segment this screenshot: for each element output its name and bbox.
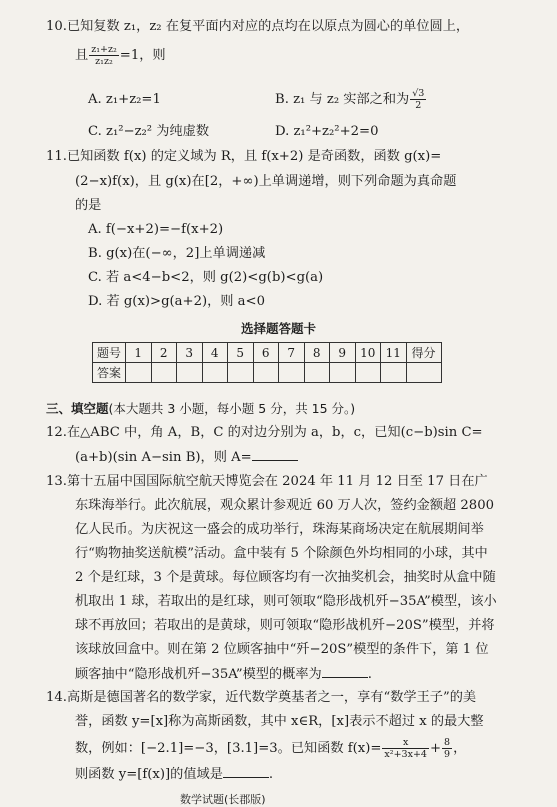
q10-line1: 10.已知复数 z₁，z₂ 在复平面内对应的点均在以原点为圆心的单位圆上， (46, 19, 470, 34)
section-heading (46, 400, 355, 419)
q13-last-text: 顾客抽中“隐形战机歼−35A”模型的概率为 (75, 667, 322, 682)
answer-card-number: 3 (177, 343, 203, 363)
answer-card-number: 7 (279, 343, 305, 363)
q10-option-c: C. z₁²−z₂² 为纯虚数 (88, 124, 210, 139)
q14-line3 (75, 736, 466, 762)
answer-card-number: 9 (330, 343, 356, 363)
answer-cell (330, 363, 356, 383)
q10-option-b-text: B. z₁ 与 z₂ 实部之和为 (275, 92, 410, 107)
answer-cell (304, 363, 330, 383)
section-title: 三、填空题 (46, 401, 109, 416)
q11-option-d: D. 若 g(x)>g(a+2)，则 a<0 (88, 294, 265, 309)
answer-card-answer-row (93, 363, 442, 383)
q10-fraction (89, 44, 119, 67)
answer-card-title: 选择题答题卡 (240, 321, 316, 336)
q14-line3-post: ， (453, 741, 467, 756)
q10-b-frac-num: √3 (412, 88, 425, 99)
q12-line2-text: (a+b)(sin A−sin B)，则 A= (75, 450, 252, 465)
q14-f-den: x²+3x+4 (384, 749, 427, 760)
q14-answer-blank (223, 765, 269, 778)
q14-plus: + (429, 741, 442, 756)
answer-card-number: 2 (151, 343, 177, 363)
q14-line4-text: 则函数 y=[f(x)]的值域是 (75, 767, 223, 782)
q10-condition (75, 44, 166, 68)
q11-line2: (2−x)f(x)，且 g(x)在[2，+∞)上单调递增，则下列命题为真命题 (75, 174, 457, 189)
q13-line: 行“购物抽奖送航模”活动。盒中装有 5 个除颜色外均相同的小球，其中 (75, 546, 488, 561)
answer-card-header-row (93, 343, 442, 363)
q11-line1: 11.已知函数 f(x) 的定义域为 R，且 f(x+2) 是奇函数，函数 g(x)= (46, 149, 442, 164)
answer-card-number: 8 (304, 343, 330, 363)
answer-cell (126, 363, 152, 383)
answer-card-number: 6 (253, 343, 279, 363)
q14-line3-text: 数，例如：[−2.1]=−3，[3.1]=3。已知函数 f(x)= (75, 741, 382, 756)
answer-cell (253, 363, 279, 383)
q11-line3: 的是 (75, 198, 102, 213)
answer-card-number: 11 (381, 343, 407, 363)
q14-line2: 誉，函数 y=[x]称为高斯函数，其中 x∈R，[x]表示不超过 x 的最大整 (75, 714, 484, 729)
answer-card-score-label: 得分 (406, 343, 441, 363)
answer-cell (279, 363, 305, 383)
q14-g-den: 9 (444, 749, 451, 760)
q14-g-num: 8 (444, 737, 451, 748)
answer-card-number: 4 (202, 343, 228, 363)
answer-card-number: 1 (126, 343, 152, 363)
q14-line1: 14.高斯是德国著名的数学家，近代数学奠基者之一，享有“数学王子”的美 (46, 690, 477, 705)
answer-card-header-label: 题号 (93, 343, 126, 363)
answer-cell (177, 363, 203, 383)
answer-cell (381, 363, 407, 383)
q13-line: 13.第十五届中国国际航空航天博览会在 2024 年 11 月 12 日至 17 日在广 (46, 474, 488, 489)
q10-cond-post: =1，则 (119, 48, 166, 63)
score-cell (406, 363, 441, 383)
q14-line4: 则函数 y=[f(x)]的值域是 . (75, 767, 274, 782)
q12-line1: 12.在△ABC 中，角 A，B，C 的对边分别为 a，b，c，已知(c−b)sin C= (46, 425, 483, 440)
q13-line: 2 个是红球，3 个是黄球。每位顾客均有一次抽奖机会，抽奖时从盒中随 (75, 570, 496, 585)
q10-option-a: A. z₁+z₂=1 (88, 92, 161, 107)
q14-f-num: x (382, 737, 429, 749)
q10-cond-pre: 且 (75, 48, 89, 63)
answer-cell (151, 363, 177, 383)
q13-answer-blank (322, 665, 368, 678)
q13-line: 机取出 1 球，若取出的是红球，则可领取“隐形战机歼−35A”模型，该小 (75, 594, 497, 609)
answer-cell (202, 363, 228, 383)
answer-card-number: 10 (355, 343, 381, 363)
q12-line2 (75, 448, 298, 467)
answer-cell (355, 363, 381, 383)
q13-line: 亿人民币。为庆祝这一盛会的成功举行，珠海某商场决定在航展期间举 (75, 522, 484, 537)
q10-frac-num: z₁+z₂ (91, 44, 117, 55)
q10-option-d: D. z₁²+z₂²+2=0 (275, 124, 379, 139)
answer-cell (228, 363, 254, 383)
q10-option-b-fraction (410, 88, 426, 111)
q13-last-line: 顾客抽中“隐形战机歼−35A”模型的概率为 . (75, 667, 372, 682)
q11-option-a: A. f(−x+2)=−f(x+2) (88, 222, 224, 237)
page-footer: 数学试题(长郡版) (180, 793, 266, 806)
q13-line: 该球放回盒中。则在第 2 位顾客抽中“歼−20S”模型的条件下，第 1 位 (75, 642, 489, 657)
q11-option-c: C. 若 a<4−b<2，则 g(2)<g(b)<g(a) (88, 270, 324, 285)
q13-line: 球不再放回；若取出的是黄球，则可领取“隐形战机歼−20S”模型，并将 (75, 618, 495, 633)
q10-b-frac-den: 2 (415, 100, 422, 111)
q10-frac-den: z₁z₂ (95, 56, 113, 67)
section-desc: (本大题共 3 小题，每小题 5 分，共 15 分。) (108, 401, 356, 416)
q14-fraction-g (442, 737, 452, 760)
q12-answer-blank (252, 448, 298, 461)
answer-card-answer-label: 答案 (93, 363, 126, 383)
answer-card-number: 5 (228, 343, 254, 363)
q11-option-b: B. g(x)在(−∞，2]上单调递减 (88, 246, 266, 261)
q13-line: 东珠海举行。此次航展，观众累计参观近 60 万人次，签约金额超 2800 (75, 498, 494, 513)
q14-fraction-f (382, 737, 429, 760)
q10-option-b (275, 88, 427, 112)
answer-card-table (92, 342, 442, 383)
